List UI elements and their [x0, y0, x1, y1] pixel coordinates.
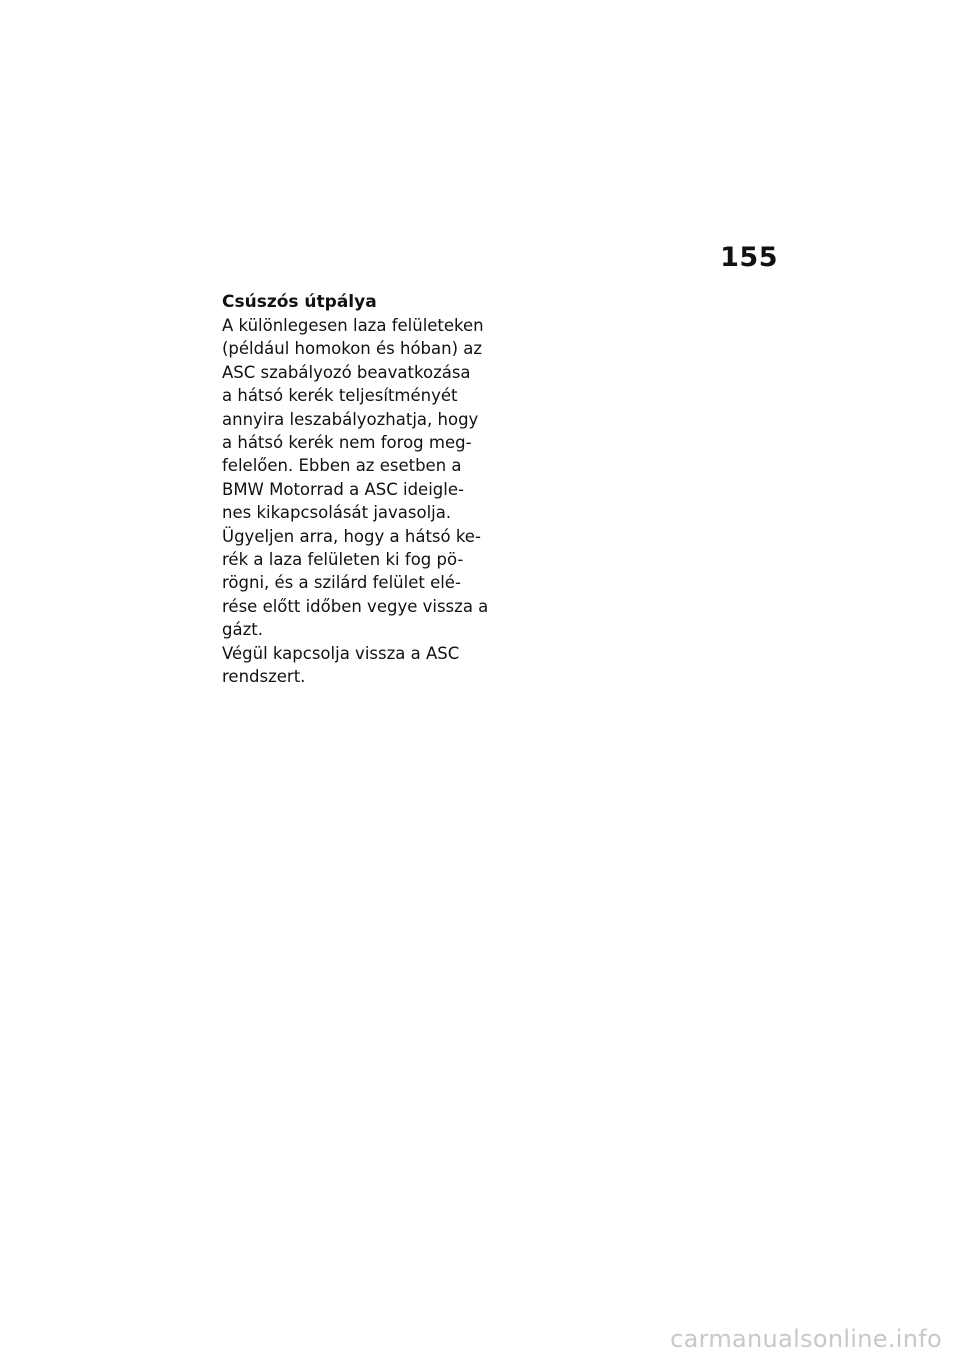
text-line: felelően. Ebben az esetben a: [222, 456, 462, 476]
text-line: Végül kapcsolja vissza a ASC: [222, 643, 460, 663]
text-line: a hátsó kerék teljesítményét: [222, 386, 458, 406]
page-number: 155: [720, 242, 778, 273]
text-line: BMW Motorrad a ASC ideigle-: [222, 479, 464, 499]
text-line: a hátsó kerék nem forog meg-: [222, 433, 472, 453]
text-line: rék a laza felületen ki fog pö-: [222, 550, 464, 570]
text-column: [222, 290, 502, 689]
text-line: Ügyeljen arra, hogy a hátsó ke-: [222, 526, 481, 546]
section-heading: Csúszós útpálya: [222, 292, 377, 312]
paragraph-lines: [222, 314, 502, 689]
text-line: annyira leszabályozhatja, hogy: [222, 409, 479, 429]
text-line: rögni, és a szilárd felület elé-: [222, 573, 461, 593]
text-line: nes kikapcsolását javasolja.: [222, 503, 452, 523]
text-line: rése előtt időben vegye vissza a: [222, 596, 489, 616]
text-line: (például homokon és hóban) az: [222, 339, 483, 359]
text-line: rendszert.: [222, 667, 306, 687]
watermark-text: carmanualsonline.info: [670, 1325, 942, 1353]
text-line: ASC szabályozó beavatkozása: [222, 362, 471, 382]
text-line: gázt.: [222, 620, 263, 640]
text-line: A különlegesen laza felületeken: [222, 316, 484, 335]
